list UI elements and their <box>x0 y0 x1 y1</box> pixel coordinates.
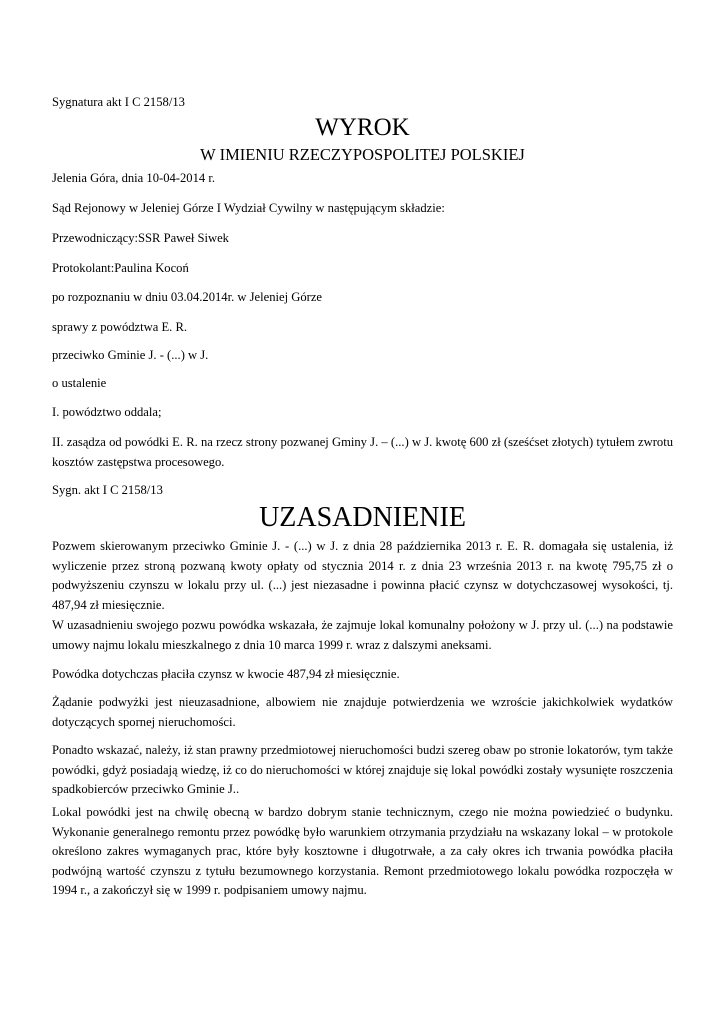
paragraph: W uzasadnieniu swojego pozwu powódka wskazała, że zajmuje lokal komunalny położony w J. przy ul. (...) na podstawie umowy najmu lokalu mieszkalnego z dnia 10 marca 1999 r. wraz z dalszymi aneksami. <box>52 618 673 652</box>
verdict-point-2: II. zasądza od powódki E. R. na rzecz strony pozwanej Gminy J. – (...) w J. kwotę 600 zł (sześćset złotych) tytułem zwrotu kosztów zastępstwa procesowego. <box>52 435 673 469</box>
verdict-title: WYROK <box>315 114 410 141</box>
chairperson: Przewodniczący:SSR Paweł Siwek <box>52 231 229 245</box>
paragraph: Ponadto wskazać, należy, iż stan prawny przedmiotowej nieruchomości budzi szereg obaw po stronie lokatorów, tym także powódki, gdyż posiadają wiedzę, iż co do nieruchomości w której znajduje się lokal powódki zostały wysunięte roszczenia spadkobierców przeciwko Gminie J.. <box>52 743 673 796</box>
verdict-subtitle: W IMIENIU RZECZYPOSPOLITEJ POLSKIEJ <box>200 145 525 164</box>
paragraph: Pozwem skierowanym przeciwko Gminie J. - (...) w J. z dnia 28 października 2013 r. E. R. domagała się ustalenia, iż wyliczenie przez stroną pozwaną kwoty opłaty od stycznia 2014 r. z dnia 23 września 2013 r. na kwotę 795,75 zł o podwyższeniu czynszu w lokalu przy ul. (...) jest niezasadne i powinna płacić czynsz w dotychczasowej wysokości, tj. 487,94 zł miesięcznie. <box>52 539 673 612</box>
paragraph: Powódka dotychczas płaciła czynsz w kwocie 487,94 zł miesięcznie. <box>52 667 400 681</box>
court-composition: Sąd Rejonowy w Jeleniej Górze I Wydział Cywilny w następującym składzie: <box>52 201 445 215</box>
case-plaintiff: sprawy z powództwa E. R. <box>52 320 188 334</box>
case-subject: o ustalenie <box>52 376 107 390</box>
paragraph: Żądanie podwyżki jest nieuzasadnione, albowiem nie znajduje potwierdzenia we wzroście jakichkolwiek wydatków dotyczących spornej nieruchomości. <box>52 695 673 729</box>
justification-title: UZASADNIENIE <box>259 502 466 533</box>
clerk: Protokolant:Paulina Kocoń <box>52 261 189 275</box>
hearing-info: po rozpoznaniu w dniu 03.04.2014r. w Jeleniej Górze <box>52 290 323 304</box>
place-date: Jelenia Góra, dnia 10-04-2014 r. <box>52 171 215 185</box>
signature: Sygnatura akt I C 2158/13 <box>52 95 185 109</box>
justification-signature: Sygn. akt I C 2158/13 <box>52 483 163 497</box>
case-defendant: przeciwko Gminie J. - (...) w J. <box>52 348 209 362</box>
paragraph: Lokal powódki jest na chwilę obecną w bardzo dobrym stanie technicznym, czego nie można powiedzieć o budynku. Wykonanie generalnego remontu przez powódkę było warunkiem otrzymania przydziału na wskazany lokal – w protokole określono zakres wymaganych prac, które były kosztowne i długotrwałe, a za cały okres ich trwania powódka płaciła podwójną wartość czynszu z tytułu bezumownego korzystania. Remont przedmiotowego lokalu powódka rozpoczęła w 1994 r., a zakończył się w 1999 r. podpisaniem umowy najmu. <box>52 805 673 897</box>
verdict-point-1: I. powództwo oddala; <box>52 405 162 419</box>
